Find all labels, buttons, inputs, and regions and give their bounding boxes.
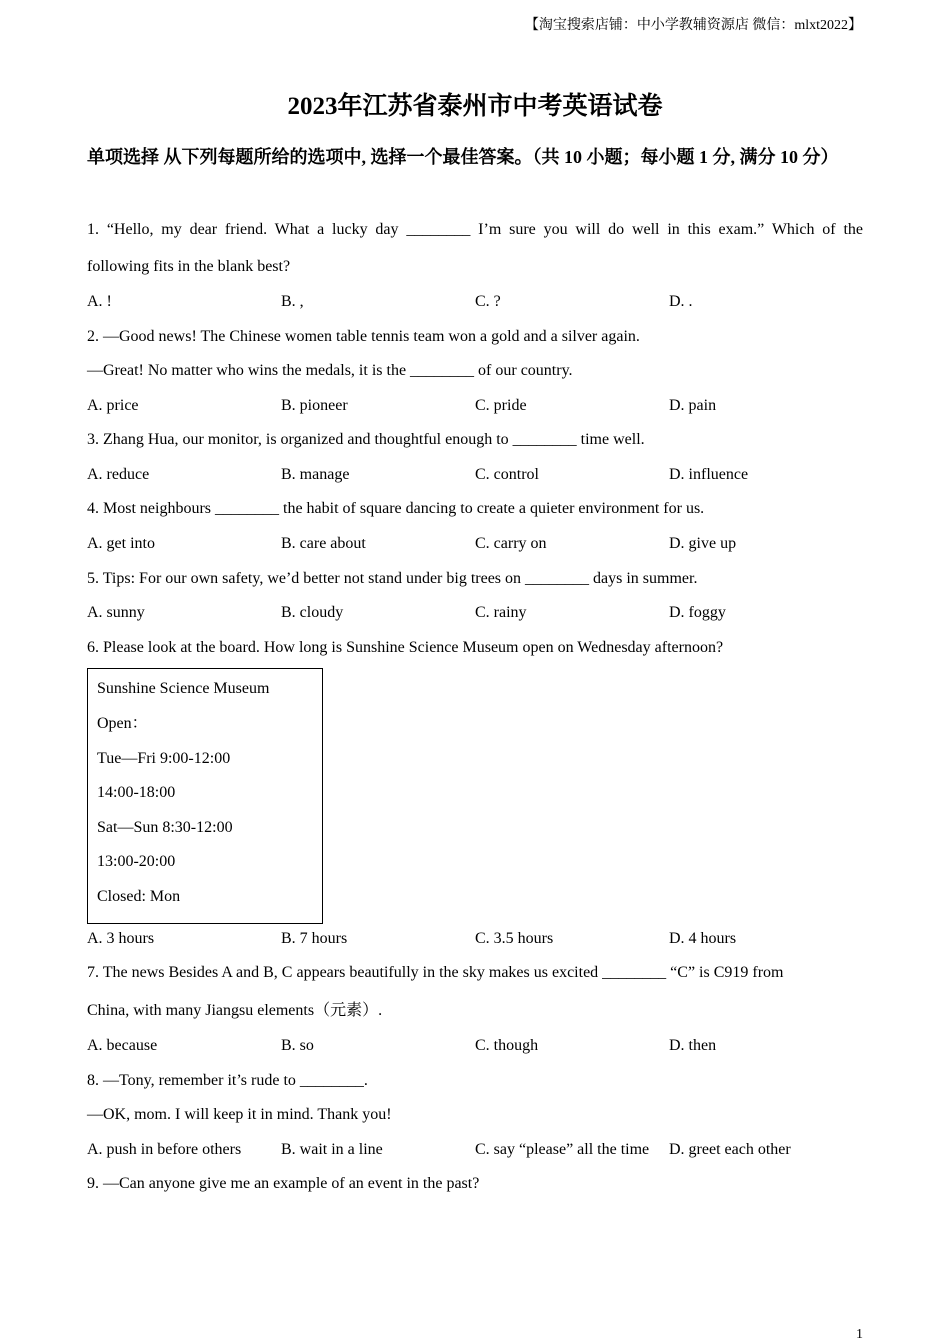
question-8-option-a: A. push in before others — [87, 1141, 242, 1158]
board-line: 14:00-18:00 — [97, 784, 176, 801]
question-1-option-a: A. ! — [87, 293, 112, 310]
question-6-option-c: C. 3.5 hours — [475, 930, 554, 947]
question-7-text: 7. The news Besides A and B, C appears beautifully in the sky makes us excited ________ “C” is C919 from — [87, 964, 784, 981]
question-2-text: 2. —Good news! The Chinese women table tennis team won a gold and a silver again. — [87, 328, 640, 345]
question-9-text: 9. —Can anyone give me an example of an event in the past? — [87, 1175, 480, 1192]
question-2-option-d: D. pain — [669, 397, 717, 414]
question-4-option-d: D. give up — [669, 535, 737, 552]
question-4-text: 4. Most neighbours ________ the habit of square dancing to create a quieter environment for us. — [87, 500, 705, 517]
board-line: 13:00-20:00 — [97, 853, 176, 870]
board-line: Sat—Sun 8:30-12:00 — [97, 819, 233, 836]
question-3-option-a: A. reduce — [87, 466, 150, 483]
board-line: Closed: Mon — [97, 888, 181, 905]
question-5-option-b: B. cloudy — [281, 604, 344, 621]
question-1-text-cont: following fits in the blank best? — [87, 258, 291, 275]
question-2-text-cont: —Great! No matter who wins the medals, it is the ________ of our country. — [87, 362, 573, 379]
board-line: Open： — [97, 715, 148, 732]
question-6-option-b: B. 7 hours — [281, 930, 348, 947]
question-7-option-d: D. then — [669, 1037, 717, 1054]
question-2-option-c: C. pride — [475, 397, 527, 414]
museum-hours-board — [87, 668, 323, 924]
page-number: 1 — [856, 1327, 863, 1342]
question-3-text: 3. Zhang Hua, our monitor, is organized and thoughtful enough to ________ time well. — [87, 431, 645, 448]
question-1-option-b: B. , — [281, 293, 304, 310]
question-8-text: 8. —Tony, remember it’s rude to ________. — [87, 1072, 368, 1089]
section-heading: 单项选择 从下列每题所给的选项中, 选择一个最佳答案。（共 10 小题；每小题 1 分, 满分 10 分） — [87, 147, 839, 167]
question-3-option-d: D. influence — [669, 466, 749, 483]
question-6-option-d: D. 4 hours — [669, 930, 737, 947]
question-4-option-a: A. get into — [87, 535, 155, 552]
question-1-option-c: C. ? — [475, 293, 501, 310]
question-3-option-b: B. manage — [281, 466, 350, 483]
board-line: Sunshine Science Museum — [97, 680, 270, 697]
question-8-option-d: D. greet each other — [669, 1141, 791, 1158]
question-4-option-b: B. care about — [281, 535, 366, 552]
page-header-note: 【淘宝搜索店铺：中小学教辅资源店 微信：mlxt2022】 — [524, 18, 862, 33]
question-8-option-b: B. wait in a line — [281, 1141, 383, 1158]
question-2-option-a: A. price — [87, 397, 139, 414]
question-5-option-c: C. rainy — [475, 604, 527, 621]
question-7-option-a: A. because — [87, 1037, 158, 1054]
question-8-text-cont: —OK, mom. I will keep it in mind. Thank you! — [87, 1106, 392, 1123]
question-5-option-a: A. sunny — [87, 604, 145, 621]
question-4-option-c: C. carry on — [475, 535, 547, 552]
question-7-option-b: B. so — [281, 1037, 314, 1054]
question-1-option-d: D. . — [669, 293, 693, 310]
board-line: Tue—Fri 9:00-12:00 — [97, 750, 231, 767]
question-8-option-c: C. say “please” all the time — [475, 1141, 650, 1158]
question-7-text-cont: China, with many Jiangsu elements（元素）. — [87, 1002, 383, 1019]
question-6-option-a: A. 3 hours — [87, 930, 155, 947]
question-1-text: 1. “Hello, my dear friend. What a lucky day ________ I’m sure you will do well in this exam.” Which of the — [87, 221, 863, 238]
question-2-option-b: B. pioneer — [281, 397, 348, 414]
question-6-text: 6. Please look at the board. How long is Sunshine Science Museum open on Wednesday afternoon? — [87, 639, 724, 656]
question-7-option-c: C. though — [475, 1037, 539, 1054]
question-3-option-c: C. control — [475, 466, 539, 483]
question-5-text: 5. Tips: For our own safety, we’d better not stand under big trees on ________ days in summer. — [87, 570, 698, 587]
page-title: 2023年江苏省泰州市中考英语试卷 — [287, 93, 663, 120]
question-5-option-d: D. foggy — [669, 604, 726, 621]
